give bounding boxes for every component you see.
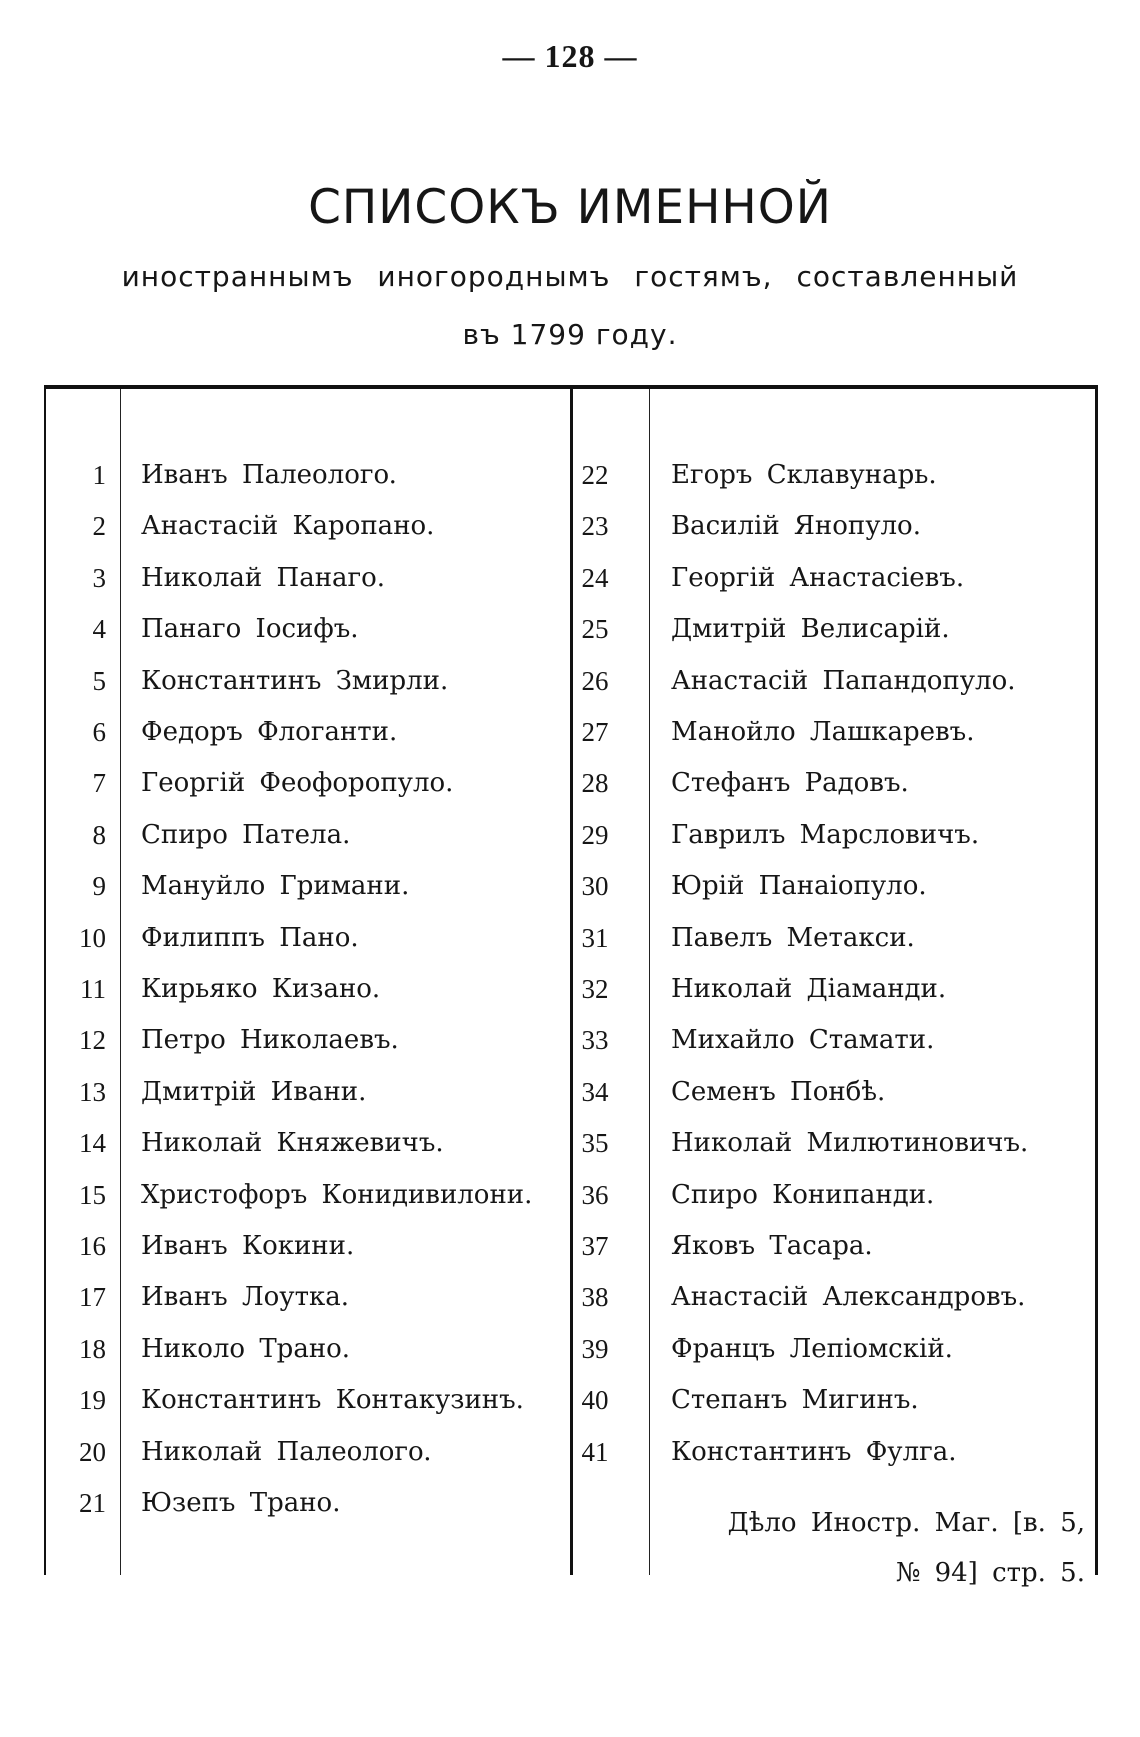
entry-number: 36 (581, 1179, 609, 1210)
list-item (0, 963, 1140, 1015)
entry-name: Дмитрій Ивани. (141, 1076, 367, 1107)
entry-name: Николай Палеологo. (141, 1436, 432, 1467)
list-item (0, 449, 1140, 501)
entry-number: 28 (581, 768, 609, 799)
entry-name: Василій Янопуло. (671, 511, 921, 542)
entry-name: Дмитрій Велисарій. (671, 614, 950, 645)
entry-name: Спиро Конипанди. (671, 1179, 935, 1210)
entry-name: Анастасій Папандопуло. (671, 665, 1016, 696)
entry-number: 31 (581, 922, 609, 953)
entry-name: Юрій Панаіопуло. (671, 871, 927, 902)
entry-number: 33 (581, 1025, 609, 1056)
entry-name: Константинъ Фулга. (671, 1436, 957, 1467)
entry-number: 17 (79, 1282, 106, 1313)
list-item (0, 1271, 1140, 1323)
entry-number: 13 (79, 1076, 106, 1107)
entry-name: Манойло Лашкаревъ. (671, 717, 975, 747)
entry-number: 6 (92, 717, 106, 747)
entry-name: Францъ Лепіомскій. (671, 1333, 953, 1364)
entry-number: 26 (581, 665, 609, 696)
entry-number: 23 (581, 511, 609, 542)
entry-number: 21 (79, 1488, 106, 1518)
entry-number: 40 (581, 1385, 609, 1416)
entry-number: 4 (92, 614, 106, 645)
entry-number: 15 (79, 1179, 106, 1210)
entry-number: 19 (79, 1385, 106, 1416)
entry-name: Николай Панаго. (141, 562, 386, 593)
entry-number: 1 (92, 460, 106, 490)
entry-name: Спиро Патела. (141, 819, 351, 850)
entry-name: Юзепъ Трано. (141, 1488, 341, 1518)
entry-name: Христофоръ Конидивилони. (141, 1179, 533, 1210)
entry-name: Михайло Стамати. (671, 1025, 935, 1056)
entry-name: Николо Трано. (141, 1333, 351, 1364)
page-number: — 128 — (502, 38, 638, 74)
list-item (0, 1374, 1140, 1426)
entry-number: 10 (79, 922, 106, 953)
entry-name: Мануйло Гримани. (141, 871, 410, 902)
list-item (0, 552, 1140, 604)
subtitle-line-2: въ 1799 году. (462, 318, 678, 351)
entry-number: 25 (581, 614, 609, 645)
entry-name: Иванъ Лоутка. (141, 1282, 349, 1313)
entry-name: Анастасій Каропано. (141, 511, 435, 542)
entry-number: 30 (581, 871, 609, 902)
entry-name: Николай Діаманди. (671, 974, 947, 1004)
entry-number: 7 (92, 768, 106, 799)
entry-name: Филиппъ Пано. (141, 922, 359, 953)
entry-number: 3 (92, 562, 106, 593)
list-item (0, 1323, 1140, 1375)
entry-number: 27 (581, 717, 609, 747)
entry-number: 18 (79, 1333, 106, 1364)
entry-name: Егоръ Склавунарь. (671, 460, 937, 490)
list-item (0, 757, 1140, 809)
entry-number: 32 (581, 974, 609, 1004)
list-item (0, 860, 1140, 912)
entry-name: Федоръ Флоганти. (141, 717, 398, 747)
entry-name: Георгій Феофоропуло. (141, 768, 454, 799)
entry-name: Николай Милютиновичъ. (671, 1128, 1029, 1159)
entry-name: Петро Николаевъ. (141, 1025, 399, 1056)
entry-number: 14 (79, 1128, 106, 1159)
entry-name: Панаго Іосифъ. (141, 614, 359, 645)
list-item (0, 912, 1140, 964)
entry-number: 37 (581, 1231, 609, 1261)
entry-number: 5 (92, 665, 106, 696)
list-item (0, 1426, 1140, 1478)
list-item (0, 1117, 1140, 1169)
entry-name: Стефанъ Радовъ. (671, 768, 909, 799)
entry-name: Иванъ Палеологo. (141, 460, 397, 490)
entry-number: 29 (581, 819, 609, 850)
list-item (0, 1169, 1140, 1221)
list-item (0, 706, 1140, 758)
entry-number: 20 (79, 1436, 106, 1467)
entry-name: Семенъ Понбѣ. (671, 1076, 886, 1107)
entry-number: 9 (92, 871, 106, 902)
entry-number: 39 (581, 1333, 609, 1364)
list-item (0, 655, 1140, 707)
list-item (0, 1014, 1140, 1066)
entry-number: 34 (581, 1076, 609, 1107)
entry-name: Константинъ Змирли. (141, 665, 449, 696)
subtitle-line-1: иностраннымъ иногороднымъ гостямъ, составленный (121, 260, 1019, 293)
entry-name: Анастасій Александровъ. (671, 1282, 1026, 1313)
list-item (0, 1220, 1140, 1272)
list-item (0, 809, 1140, 861)
list-item (0, 1066, 1140, 1118)
entry-number: 24 (581, 562, 609, 593)
entry-number: 16 (79, 1231, 106, 1261)
entry-name: Степанъ Мигинъ. (671, 1385, 919, 1416)
source-reference-line-2: № 94] стр. 5. (895, 1558, 1085, 1588)
entry-number: 8 (92, 819, 106, 850)
entry-number: 41 (581, 1436, 609, 1467)
entry-number: 11 (80, 974, 106, 1004)
entry-number: 35 (581, 1128, 609, 1159)
entry-name: Кирьяко Кизано. (141, 974, 381, 1004)
list-item (0, 500, 1140, 552)
entry-number: 38 (581, 1282, 609, 1313)
entry-name: Иванъ Кокини. (141, 1231, 355, 1261)
entry-name: Яковъ Тасара. (671, 1231, 873, 1261)
entry-name: Николай Княжевичъ. (141, 1128, 444, 1159)
entry-name: Константинъ Контакузинъ. (141, 1385, 524, 1416)
entry-name: Павелъ Метакси. (671, 922, 915, 953)
list-item (0, 603, 1140, 655)
entry-name: Гаврилъ Марсловичъ. (671, 819, 980, 850)
entry-name: Георгій Анастасіевъ. (671, 562, 965, 593)
page-title: СПИСОКЪ ИМЕННОЙ (308, 180, 832, 235)
entry-number: 22 (581, 460, 609, 490)
entry-number: 2 (92, 511, 106, 542)
source-reference-line-1: Дѣло Иностр. Маг. [в. 5, (727, 1508, 1085, 1538)
entry-number: 12 (79, 1025, 106, 1056)
